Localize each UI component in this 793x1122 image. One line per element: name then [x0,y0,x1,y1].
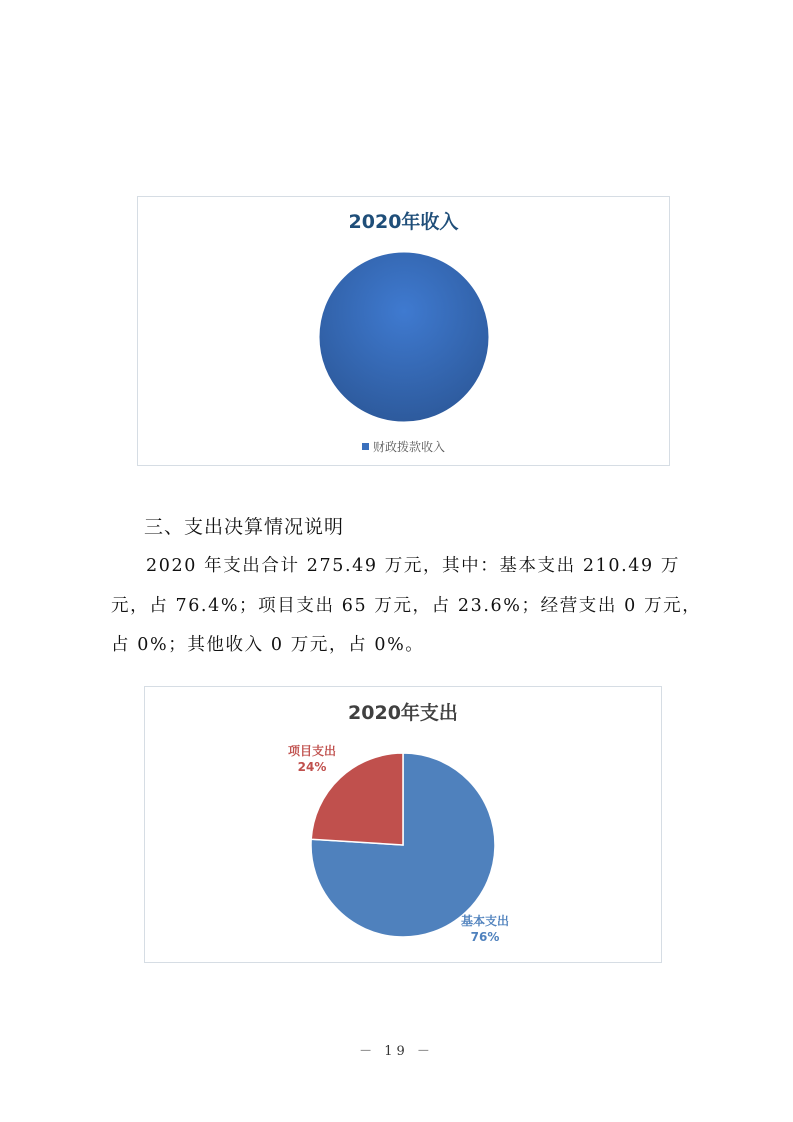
paragraph-line-3: 占 0%；其他收入 0 万元，占 0%。 [111,635,425,655]
legend-swatch-icon [362,443,369,450]
expense-chart [144,686,662,963]
paragraph-line-2: 元，占 76.4%；项目支出 65 万元，占 23.6%；经营支出 0 万元， [111,596,702,616]
pie-slice-fiscal-appropriation [319,252,489,422]
paragraph-line-1: 2020 年支出合计 275.49 万元，其中：基本支出 210.49 万 [146,556,681,576]
expense-pie-svg [145,687,663,964]
income-chart-title: 2020年收入 [348,211,459,233]
project-slice-label [288,743,336,775]
income-legend [138,438,669,455]
basic-slice-name: 基本支出 [461,914,510,928]
expense-chart-title: 2020年支出 [348,702,458,724]
basic-slice-pct: 76% [470,930,500,944]
page-number: － 19 － [359,1044,434,1059]
basic-slice-label [461,913,509,945]
income-legend-label: 财政拨款收入 [372,440,445,454]
income-pie-svg [138,197,671,467]
project-slice-pct: 24% [297,760,327,774]
section-heading: 三、支出决算情况说明 [144,516,345,538]
project-slice-name: 项目支出 [288,744,337,758]
income-chart [137,196,670,466]
